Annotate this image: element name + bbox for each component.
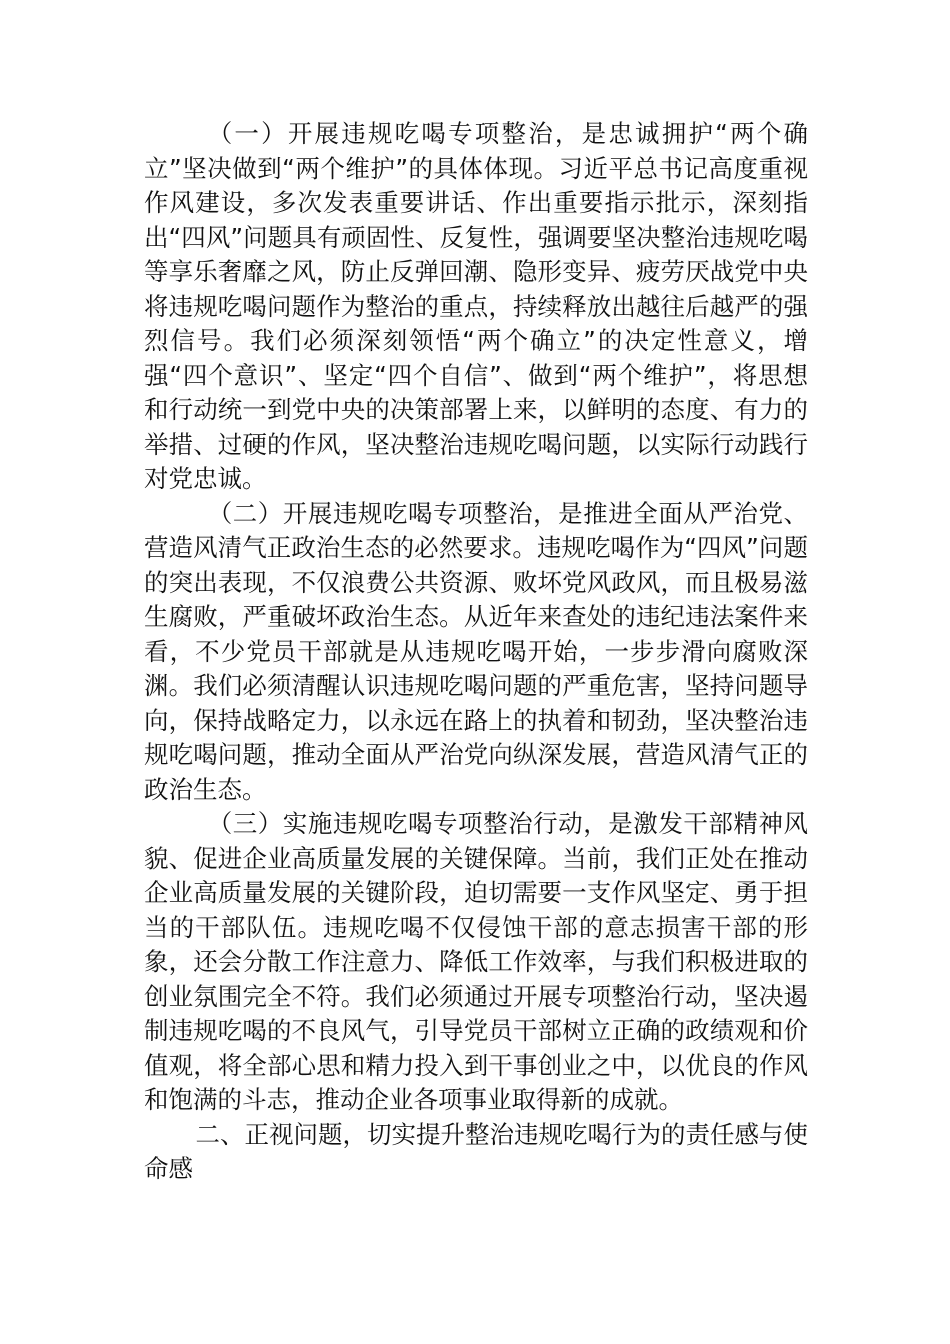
section-heading: 二、正视问题，切实提升整治违规吃喝行为的责任感与使命感 <box>144 1119 808 1183</box>
document-body <box>144 117 808 1187</box>
paragraph-1: （一）开展违规吃喝专项整治，是忠诚拥护“两个确立”坚决做到“两个维护”的具体体现。习近平总书记高度重视作风建设，多次发表重要讲话、作出重要指示批示，深刻指出“四风”问题具有顽固性、反复性，强调要坚决整治违规吃喝等享乐奢靡之风，防止反弹回潮、隐形变异、疲劳厌战党中央将违规吃喝问题作为整治的重点，持续释放出越往后越严的强烈信号。我们必须深刻领悟“两个确立”的决定性意义，增强“四个意识”、坚定“四个自信”、做到“两个维护”，将思想和行动统一到党中央的决策部署上来，以鲜明的态度、有力的举措、过硬的作风，坚决整治违规吃喝问题，以实际行动践行对党忠诚。 <box>144 119 808 493</box>
paragraph-2: （二）开展违规吃喝专项整治，是推进全面从严治党、营造风清气正政治生态的必然要求。违规吃喝作为“四风”问题的突出表现，不仅浪费公共资源、败坏党风政风，而且极易滋生腐败，严重破坏政治生态。从近年来查处的违纪违法案件来看，不少党员干部就是从违规吃喝开始，一步步滑向腐败深渊。我们必须清醒认识违规吃喝问题的严重危害，坚持问题导向，保持战略定力，以永远在路上的执着和韧劲，坚决整治违规吃喝问题，推动全面从严治党向纵深发展，营造风清气正的政治生态。 <box>144 498 808 804</box>
paragraph-3: （三）实施违规吃喝专项整治行动，是激发干部精神风貌、促进企业高质量发展的关键保障。当前，我们正处在推动企业高质量发展的关键阶段，迫切需要一支作风坚定、勇于担当的干部队伍。违规吃喝不仅侵蚀干部的意志损害干部的形象，还会分散工作注意力、降低工作效率，与我们积极进取的创业氛围完全不符。我们必须通过开展专项整治行动，坚决遏制违规吃喝的不良风气，引导党员干部树立正确的政绩观和价值观，将全部心思和精力投入到干事创业之中，以优良的作风和饱满的斗志，推动企业各项事业取得新的成就。 <box>144 809 808 1114</box>
